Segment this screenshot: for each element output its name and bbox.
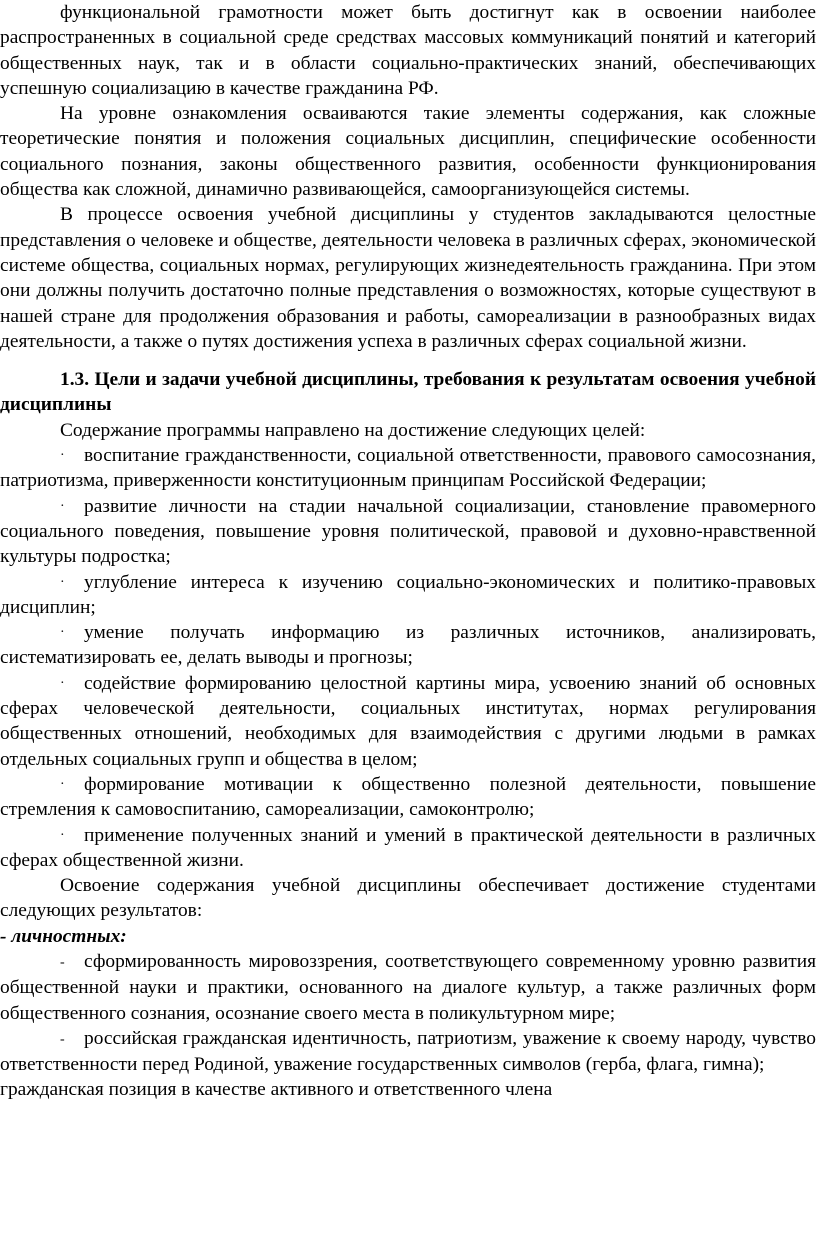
personal-results-label [0, 924, 816, 949]
bullet-marker: · [60, 675, 65, 691]
goal-list-item [0, 671, 816, 772]
results-intro: Освоение содержания учебной дисциплины обеспечивает достижение студентами следующих результатов: [0, 875, 816, 922]
bullet-marker: · [60, 776, 65, 792]
goal-list-item [0, 570, 816, 621]
goal-list-item-text: формирование мотивации к общественно полезной деятельности, повышение стремления к самовоспитанию, самореализации, самоконтролю; [0, 773, 816, 821]
goal-list-item-text: применение полученных знаний и умений в практической деятельности в различных сферах общественной жизни. [0, 824, 816, 871]
intro-paragraph-tail: функциональной грамотности может быть достигнут как в освоении наиболее распространенных в социальной среде средствах массовых коммуникаций понятий и категорий общественных наук, так и в области социально-практических знаний, обеспечивающих успешную социализацию в качестве гражданина РФ. [0, 2, 816, 99]
goals-list [0, 443, 816, 873]
bullet-marker: · [60, 448, 65, 464]
personal-results-label-text: - личностных: [0, 925, 127, 947]
tail-line: гражданская позиция в качестве активного и ответственного члена [0, 1079, 553, 1101]
goal-list-item-text: содействие формированию целостной картины мира, усвоению знаний об основных сферах человеческой деятельности, социальных институтах, нормах регулирования общественных отношений, необходимых для взаимодействия с другими людьми в рамках отдельных социальных групп и общества в целом; [0, 672, 816, 770]
goal-list-item [0, 494, 816, 570]
goal-list-item-text: умение получать информацию из различных источников, анализировать, систематизировать ее, делать выводы и прогнозы; [0, 622, 816, 669]
goal-list-item-text: развитие личности на стадии начальной социализации, становление правомерного социального поведения, повышение уровня политической, правовой и духовно-нравственной культуры подростка; [0, 495, 816, 568]
personal-results-list [0, 949, 816, 1077]
goal-list-item [0, 620, 816, 671]
bullet-marker: · [60, 498, 65, 514]
personal-result-item [0, 1026, 816, 1078]
bullet-marker: · [60, 574, 65, 590]
goal-list-item [0, 443, 816, 494]
goal-list-item [0, 823, 816, 874]
personal-result-item-text: российская гражданская идентичность, патриотизм, уважение к своему народу, чувство ответственности перед Родиной, уважение государственных символов (герба, флага, гимна); [0, 1027, 816, 1076]
dash-marker: - [60, 1031, 65, 1047]
goal-list-item [0, 772, 816, 823]
goal-list-item-text: воспитание гражданственности, социальной ответственности, правового самосознания, патриотизма, приверженности конституционным принципам Российской Федерации; [0, 445, 816, 492]
bullet-marker: · [60, 827, 65, 843]
paragraph-familiarization-level: На уровне ознакомления осваиваются такие элементы содержания, как сложные теоретические понятия и положения социальных дисциплин, специфические особенности социального познания, законы общественного развития, особенности функционирования общества как сложной, динамично развивающейся, самоорганизующейся системы. [0, 103, 816, 201]
goals-intro: Содержание программы направлено на достижение следующих целей: [60, 419, 646, 441]
personal-result-item [0, 949, 816, 1026]
section-heading: 1.3. Цели и задачи учебной дисциплины, требования к результатам освоения учебной дисциплины [0, 369, 816, 416]
paragraph-learning-process: В процессе освоения учебной дисциплины у студентов закладываются целостные представления о человеке и обществе, деятельности человека в различных сферах, экономической системе общества, социальных нормах, регулирующих жизнедеятельность гражданина. При этом они должны получить достаточно полные представления о возможностях, которые существуют в нашей стране для продолжения образования и работы, самореализации в разнообразных видах деятельности, а также о путях достижения успеха в различных сферах социальной жизни. [0, 204, 816, 352]
bullet-marker: · [60, 625, 65, 641]
goal-list-item-text: углубление интереса к изучению социально-экономических и политико-правовых дисциплин; [0, 571, 816, 618]
personal-result-item-text: сформированность мировоззрения, соответствующего современному уровню развития общественной науки и практики, основанного на диалоге культур, а также различных форм общественного сознания, осознание своего места в поликультурном мире; [0, 950, 816, 1024]
dash-marker: - [60, 954, 65, 970]
